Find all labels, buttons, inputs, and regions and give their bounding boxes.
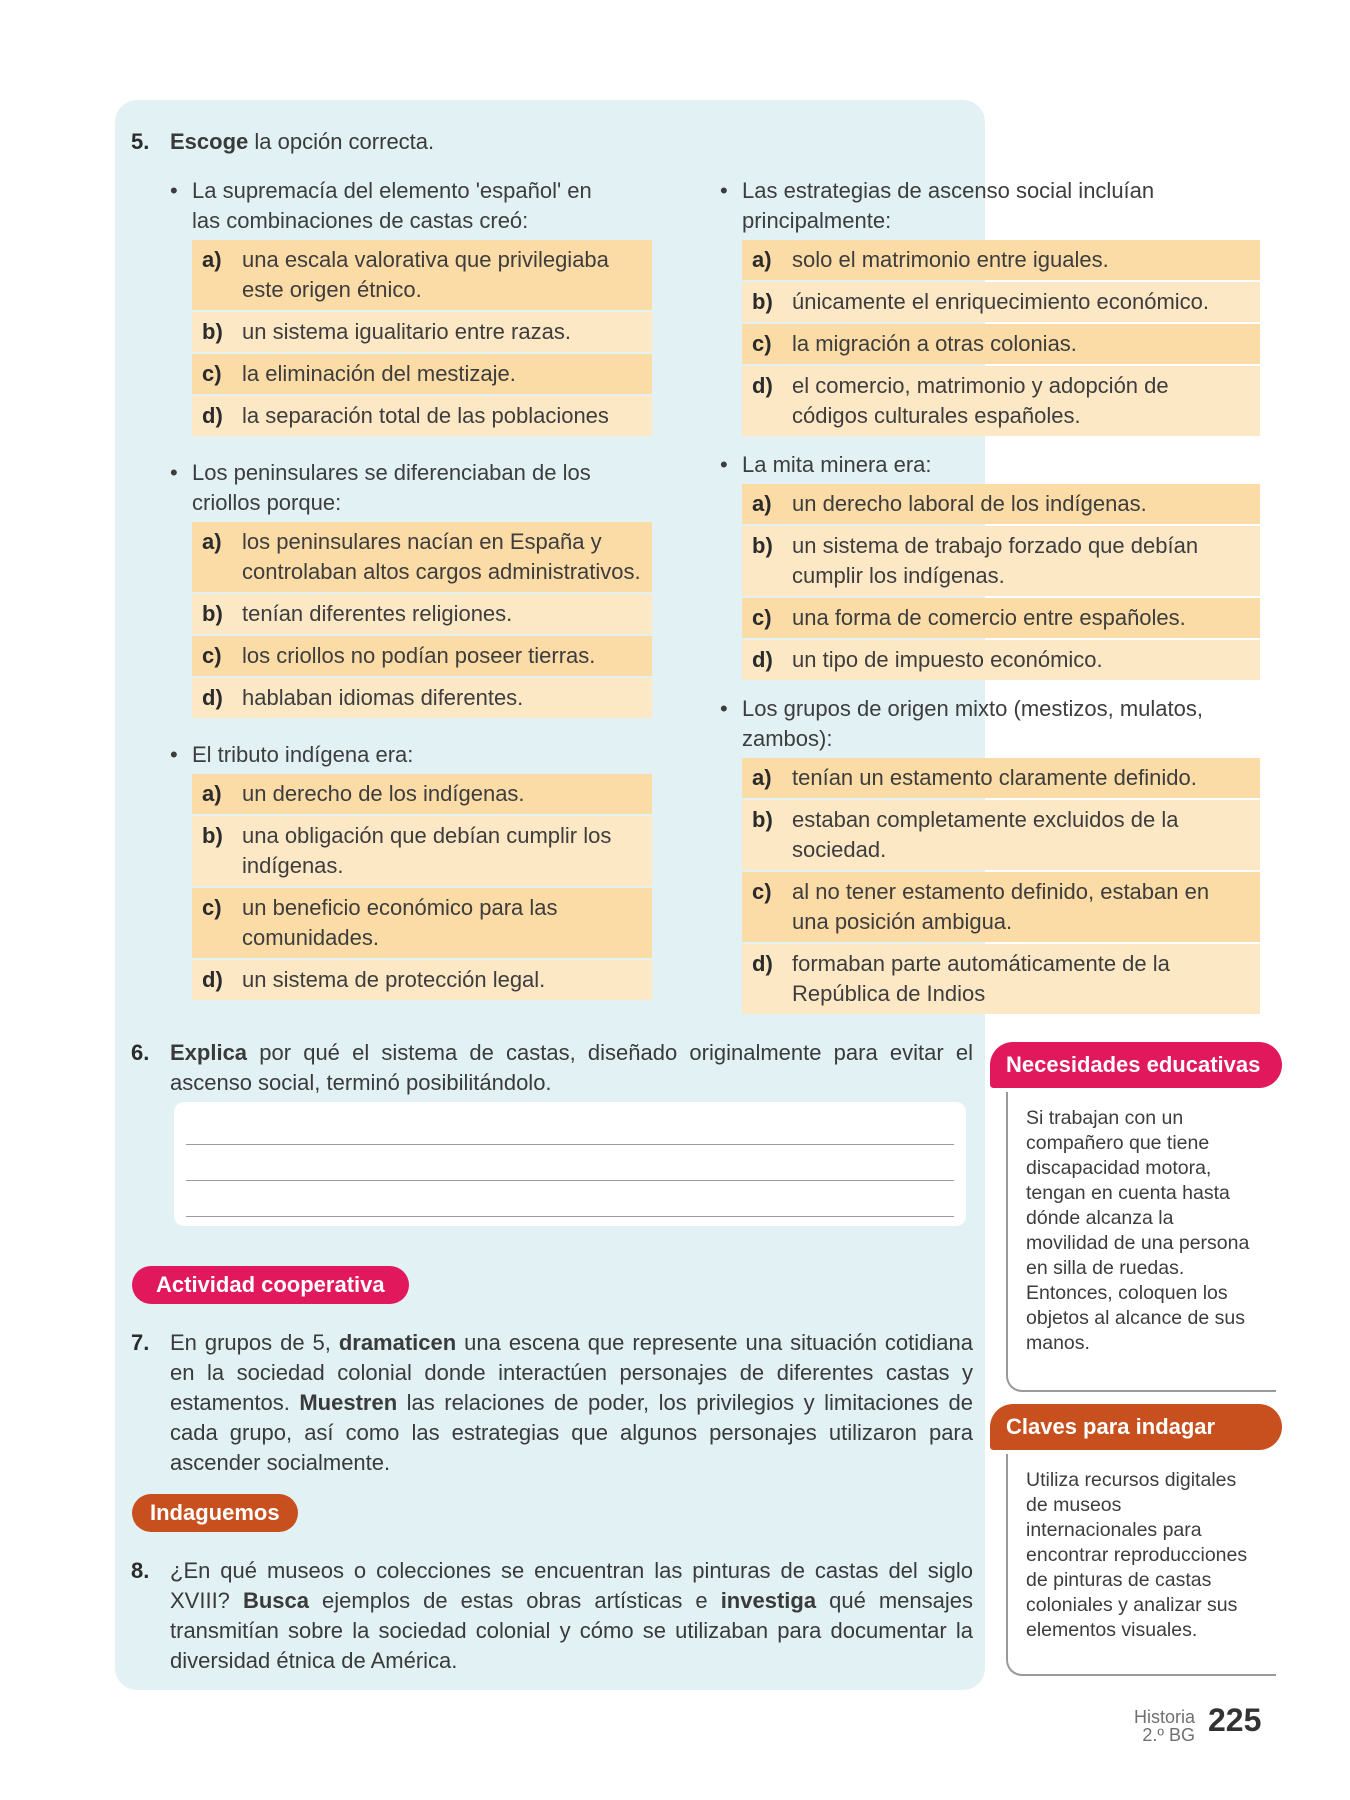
mcq-block bbox=[712, 694, 1260, 1014]
option-text: los criollos no podían poseer tierras. bbox=[242, 643, 596, 668]
option-letter: b) bbox=[752, 807, 773, 832]
question-number: 5. bbox=[131, 129, 150, 154]
option-letter: c) bbox=[752, 605, 772, 630]
option-d[interactable] bbox=[742, 366, 1260, 436]
question-number: 7. bbox=[131, 1330, 150, 1355]
mcq-options bbox=[162, 240, 652, 436]
question-verb: investiga bbox=[720, 1588, 817, 1613]
page-number: 225 bbox=[1208, 1702, 1262, 1738]
answer-line[interactable] bbox=[186, 1144, 954, 1145]
option-b[interactable] bbox=[192, 312, 652, 352]
option-letter: b) bbox=[752, 289, 773, 314]
note-line: tengan en cuenta hasta bbox=[1026, 1182, 1230, 1204]
option-letter: b) bbox=[202, 823, 223, 848]
question-verb: Explica bbox=[170, 1040, 248, 1065]
option-a[interactable] bbox=[742, 240, 1260, 280]
note-line: de museos bbox=[1026, 1494, 1122, 1516]
question-text bbox=[170, 127, 434, 157]
q5-right-column bbox=[712, 176, 1260, 1028]
note-line: discapacidad motora, bbox=[1026, 1157, 1212, 1179]
option-d[interactable] bbox=[192, 396, 652, 436]
option-text: hablaban idiomas diferentes. bbox=[242, 685, 524, 710]
option-letter: c) bbox=[202, 361, 222, 386]
option-letter: c) bbox=[202, 643, 222, 668]
note-line: Si trabajan con un bbox=[1026, 1107, 1184, 1129]
mcq-block bbox=[162, 740, 652, 1000]
note-line: de pinturas de castas bbox=[1026, 1569, 1212, 1591]
question-rest: la opción correcta. bbox=[248, 129, 435, 154]
footer-subject bbox=[1134, 1708, 1195, 1744]
text-run: una escena que represente una situación cotidiana en la sociedad colonial donde interactúen personajes de diferentes castas y estamentos. bbox=[170, 1330, 973, 1415]
option-c[interactable] bbox=[742, 324, 1260, 364]
answer-line[interactable] bbox=[186, 1180, 954, 1181]
note-line: dónde alcanza la bbox=[1026, 1207, 1174, 1229]
option-letter: a) bbox=[202, 781, 222, 806]
note-line: coloniales y analizar sus bbox=[1026, 1594, 1238, 1616]
question-text bbox=[170, 1328, 973, 1478]
option-text: un sistema igualitario entre razas. bbox=[242, 319, 571, 344]
cooperative-activity-label: Actividad cooperativa bbox=[132, 1266, 409, 1304]
answer-box[interactable] bbox=[174, 1102, 966, 1226]
text-run: ¿En qué museos o colecciones se encuentran las pinturas de castas del siglo XVIII? bbox=[170, 1558, 973, 1613]
option-b[interactable] bbox=[742, 282, 1260, 322]
question-number: 8. bbox=[131, 1558, 150, 1583]
option-letter: a) bbox=[202, 529, 222, 554]
option-letter: d) bbox=[752, 647, 773, 672]
option-a[interactable] bbox=[192, 774, 652, 814]
question-verb: Muestren bbox=[299, 1390, 398, 1415]
option-a[interactable] bbox=[742, 758, 1260, 798]
option-b[interactable] bbox=[742, 800, 1260, 870]
option-d[interactable] bbox=[742, 640, 1260, 680]
research-keys-header: Claves para indagar bbox=[990, 1404, 1282, 1450]
mcq-block bbox=[162, 458, 652, 718]
mcq-options bbox=[162, 522, 652, 718]
option-b[interactable] bbox=[742, 526, 1260, 596]
option-c[interactable] bbox=[192, 636, 652, 676]
mcq-stem: • Los grupos de origen mixto (mestizos, mulatos, zambos): bbox=[712, 694, 1222, 754]
option-letter: d) bbox=[202, 685, 223, 710]
mcq-stem: • Los peninsulares se diferenciaban de los criollos porque: bbox=[162, 458, 612, 518]
option-a[interactable] bbox=[742, 484, 1260, 524]
option-letter: a) bbox=[202, 247, 222, 272]
option-text: un sistema de protección legal. bbox=[242, 967, 546, 992]
subject-name: Historia bbox=[1133, 1707, 1195, 1727]
note-line: Utiliza recursos digitales bbox=[1026, 1469, 1237, 1491]
text-run: En grupos de 5, bbox=[170, 1330, 339, 1355]
option-text: el comercio, matrimonio y adopción de códigos culturales españoles. bbox=[792, 373, 1169, 428]
note-line: elementos visuales. bbox=[1026, 1619, 1198, 1641]
research-keys-note bbox=[1006, 1454, 1276, 1676]
option-text: solo el matrimonio entre iguales. bbox=[792, 247, 1109, 272]
mcq-options bbox=[712, 758, 1260, 1014]
note-line: compañero que tiene bbox=[1026, 1132, 1210, 1154]
mcq-block bbox=[162, 176, 652, 436]
mcq-block bbox=[712, 176, 1260, 436]
question-5-header bbox=[131, 127, 951, 157]
question-rest: por qué el sistema de castas, diseñado originalmente para evitar el ascenso social, terminó posibilitándolo. bbox=[170, 1040, 973, 1095]
option-text: la eliminación del mestizaje. bbox=[242, 361, 516, 386]
mcq-stem: • La supremacía del elemento 'español' en las combinaciones de castas creó: bbox=[162, 176, 612, 236]
question-text bbox=[170, 1038, 973, 1098]
mcq-stem: • La mita minera era: bbox=[712, 450, 1260, 480]
q5-left-column bbox=[162, 176, 652, 1014]
mcq-options bbox=[162, 774, 652, 1000]
option-letter: d) bbox=[752, 951, 773, 976]
option-text: formaban parte automáticamente de la República de Indios bbox=[792, 951, 1170, 1006]
option-text: una forma de comercio entre españoles. bbox=[792, 605, 1186, 630]
option-c[interactable] bbox=[742, 598, 1260, 638]
question-number: 6. bbox=[131, 1040, 150, 1065]
option-letter: a) bbox=[752, 247, 772, 272]
option-letter: b) bbox=[202, 319, 223, 344]
option-d[interactable] bbox=[742, 944, 1260, 1014]
note-line: Entonces, coloquen los bbox=[1026, 1282, 1228, 1304]
text-run: las relaciones de poder, los privilegios y limitaciones de cada grupo, así como las estrategias que algunos personajes utilizaron para ascender socialmente. bbox=[170, 1390, 973, 1475]
option-text: un tipo de impuesto económico. bbox=[792, 647, 1103, 672]
option-text: la migración a otras colonias. bbox=[792, 331, 1077, 356]
note-line: manos. bbox=[1026, 1332, 1090, 1354]
option-text: tenían un estamento claramente definido. bbox=[792, 765, 1197, 790]
option-text: una obligación que debían cumplir los indígenas. bbox=[242, 823, 612, 878]
answer-line[interactable] bbox=[186, 1216, 954, 1217]
option-text: estaban completamente excluidos de la sociedad. bbox=[792, 807, 1179, 862]
option-b[interactable] bbox=[192, 594, 652, 634]
option-letter: d) bbox=[202, 403, 223, 428]
option-text: los peninsulares nacían en España y controlaban altos cargos administrativos. bbox=[242, 529, 641, 584]
option-b[interactable] bbox=[192, 816, 652, 886]
note-line: en silla de ruedas. bbox=[1026, 1257, 1185, 1279]
option-text: un sistema de trabajo forzado que debían cumplir los indígenas. bbox=[792, 533, 1199, 588]
question-7 bbox=[131, 1328, 973, 1478]
option-letter: c) bbox=[202, 895, 222, 920]
mcq-block bbox=[712, 450, 1260, 680]
note-line: internacionales para bbox=[1026, 1519, 1202, 1541]
note-line: objetos al alcance de sus bbox=[1026, 1307, 1245, 1329]
special-needs-note bbox=[1006, 1092, 1276, 1392]
option-text: únicamente el enriquecimiento económico. bbox=[792, 289, 1210, 314]
option-text: un beneficio económico para las comunidades. bbox=[242, 895, 558, 950]
option-d[interactable] bbox=[192, 960, 652, 1000]
option-text: una escala valorativa que privilegiaba este origen étnico. bbox=[242, 247, 609, 302]
question-verb: dramaticen bbox=[338, 1330, 457, 1355]
question-verb: Escoge bbox=[170, 129, 249, 154]
note-line: encontrar reproducciones bbox=[1026, 1544, 1248, 1566]
question-verb: Busca bbox=[242, 1588, 310, 1613]
indaguemos-label: Indaguemos bbox=[132, 1494, 298, 1532]
option-d[interactable] bbox=[192, 678, 652, 718]
mcq-stem: • El tributo indígena era: bbox=[162, 740, 652, 770]
text-run: ejemplos de estas obras artísticas e bbox=[309, 1588, 721, 1613]
special-needs-header: Necesidades educativas bbox=[990, 1042, 1282, 1088]
option-text: un derecho laboral de los indígenas. bbox=[792, 491, 1147, 516]
question-8 bbox=[131, 1556, 973, 1676]
option-text: un derecho de los indígenas. bbox=[242, 781, 525, 806]
option-letter: a) bbox=[752, 765, 772, 790]
grade-label: 2.º BG bbox=[1142, 1725, 1195, 1745]
option-text: la separación total de las poblaciones bbox=[242, 403, 609, 428]
option-letter: d) bbox=[202, 967, 223, 992]
mcq-options bbox=[712, 240, 1260, 436]
option-letter: c) bbox=[752, 879, 772, 904]
option-letter: b) bbox=[752, 533, 773, 558]
option-letter: d) bbox=[752, 373, 773, 398]
mcq-stem: • Las estrategias de ascenso social incluían principalmente: bbox=[712, 176, 1182, 236]
option-text: al no tener estamento definido, estaban en una posición ambigua. bbox=[792, 879, 1210, 934]
option-c[interactable] bbox=[742, 872, 1260, 942]
note-line: movilidad de una persona bbox=[1026, 1232, 1250, 1254]
option-c[interactable] bbox=[192, 888, 652, 958]
option-letter: a) bbox=[752, 491, 772, 516]
option-text: tenían diferentes religiones. bbox=[242, 601, 513, 626]
mcq-options bbox=[712, 484, 1260, 680]
question-text bbox=[170, 1556, 973, 1676]
option-c[interactable] bbox=[192, 354, 652, 394]
option-letter: c) bbox=[752, 331, 772, 356]
question-6 bbox=[131, 1038, 973, 1098]
option-a[interactable] bbox=[192, 240, 652, 310]
text-run: qué mensajes transmitían sobre la sociedad colonial y cómo se utilizaban para documentar la diversidad étnica de América. bbox=[170, 1588, 974, 1673]
option-letter: b) bbox=[202, 601, 223, 626]
option-a[interactable] bbox=[192, 522, 652, 592]
